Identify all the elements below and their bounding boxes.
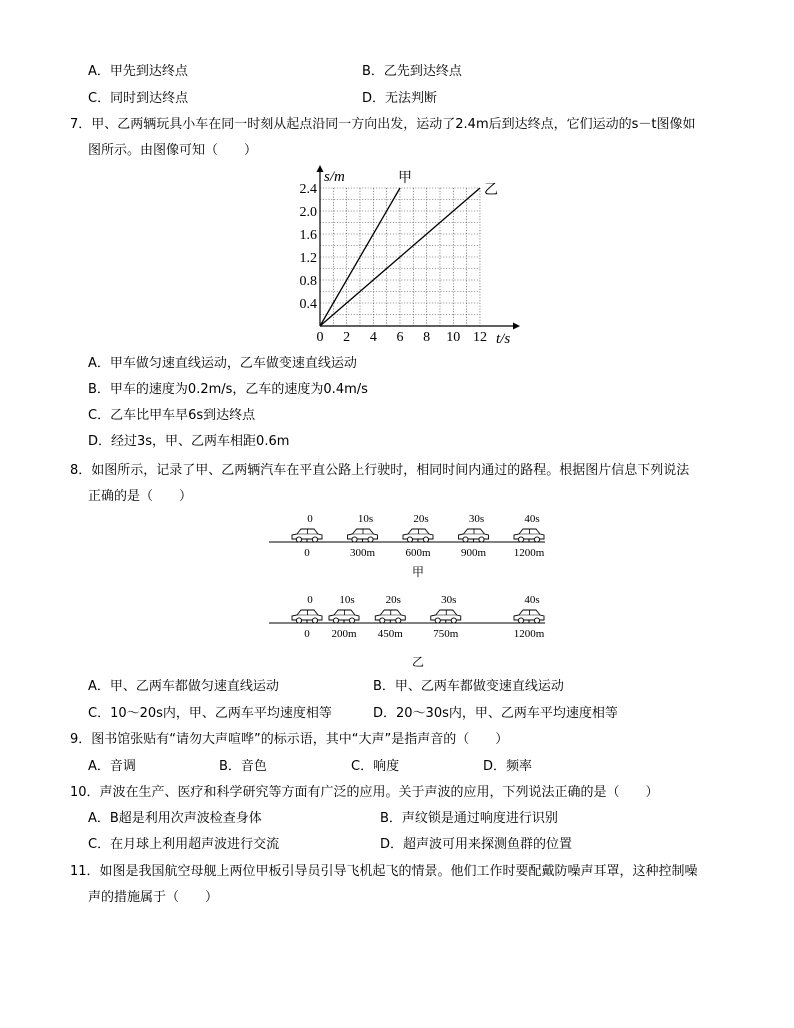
q8-option-c: C．10～20s内，甲、乙两车平均速度相等	[88, 706, 332, 721]
series-label-2: 乙	[483, 183, 498, 198]
q9-stem: 9．图书馆张贴有“请勿大声喧哗”的标示语，其中“大声”是指声音的（ ）	[70, 732, 509, 747]
q7-option-a: A．甲车做匀速直线运动，乙车做变速直线运动	[88, 356, 357, 371]
q6-option-c: C．同时到达终点	[88, 91, 189, 106]
q7-stem-line1: 7．甲、乙两辆玩具小车在同一时刻从起点沿同一方向出发，运动了2.4m后到达终点，它们运动的s－t图像如	[70, 117, 696, 132]
y-axis-arrow	[317, 165, 324, 172]
x-axis-label: t/s	[496, 331, 511, 347]
car1-distance-label: 900m	[460, 547, 487, 559]
q7-stem-line2: 图所示。由图像可知（ ）	[88, 143, 258, 158]
q8-stem-line1: 8．如图所示，记录了甲、乙两辆汽车在平直公路上行驶时，相同时间内通过的路程。根据图片信息下列说法	[70, 463, 690, 478]
y-axis-label: s/m	[324, 169, 345, 185]
car2-label: 乙	[411, 655, 425, 669]
q10-option-a: A．B超是利用次声波检查身体	[88, 811, 262, 826]
car2-time-label: 0	[307, 594, 313, 606]
q7-st-chart	[280, 160, 530, 350]
x-axis-arrow	[513, 323, 520, 330]
x-tick-label: 12	[472, 330, 487, 345]
q8-option-d: D．20～30s内，甲、乙两车平均速度相等	[373, 706, 618, 721]
q11-stem-line2: 声的措施属于（ ）	[88, 890, 219, 905]
chart-labels	[300, 169, 511, 347]
q10-option-d: D．超声波可用来探测鱼群的位置	[380, 837, 573, 852]
x-tick-label: 8	[423, 330, 431, 345]
car2-distance-label: 0	[304, 628, 310, 640]
car2-distance-label: 450m	[377, 628, 403, 640]
q8-stem-line2: 正确的是（ ）	[88, 489, 193, 504]
q7-option-d: D．经过3s，甲、乙两车相距0.6m	[88, 434, 290, 449]
q9-option-a: A．音调	[88, 759, 136, 774]
x-tick-label: 0	[316, 330, 324, 345]
q8-option-a: A．甲、乙两车都做匀速直线运动	[88, 679, 279, 694]
y-tick-label: 0.8	[299, 274, 317, 289]
x-tick-label: 2	[343, 330, 351, 345]
q6-option-b: B．乙先到达终点	[362, 64, 462, 79]
q7-option-b: B．甲车的速度为0.2m/s，乙车的速度为0.4m/s	[88, 382, 368, 397]
car1-time-label: 10s	[357, 513, 374, 525]
car2-distance-label: 750m	[433, 628, 459, 640]
car1-distance-label: 0	[304, 547, 310, 559]
q6-option-d: D．无法判断	[362, 91, 438, 106]
car2-time-label: 40s	[524, 594, 540, 606]
car2-distance-label: 1200m	[513, 628, 545, 640]
q7-option-c: C．乙车比甲车早6s到达终点	[88, 408, 256, 423]
q10-option-c: C．在月球上利用超声波进行交流	[88, 837, 280, 852]
car2-distance-label: 200m	[331, 628, 357, 640]
car1-distance-label: 600m	[405, 547, 431, 559]
car2-time-label: 30s	[441, 594, 457, 606]
car2-time-label: 10s	[339, 594, 355, 606]
q10-option-b: B．声纹锁是通过响度进行识别	[380, 811, 558, 826]
car1-label: 甲	[411, 565, 425, 579]
car1-time-label: 40s	[524, 513, 540, 525]
car1-time-label: 0	[307, 513, 313, 525]
q9-option-b: B．音色	[219, 759, 267, 774]
car-figure	[269, 513, 545, 669]
y-tick-label: 2.4	[299, 182, 317, 197]
car1-time-label: 30s	[468, 513, 485, 525]
y-tick-label: 1.6	[299, 228, 317, 243]
series-label-1: 甲	[397, 171, 412, 186]
y-tick-label: 2.0	[299, 205, 317, 220]
q11-stem-line1: 11．如图是我国航空母舰上两位甲板引导员引导飞机起飞的情景。他们工作时要配戴防噪声耳罩，这种控制噪	[70, 864, 698, 879]
x-tick-label: 6	[396, 330, 404, 345]
q6-option-a: A．甲先到达终点	[88, 64, 188, 79]
x-tick-label: 4	[369, 330, 377, 345]
y-tick-label: 1.2	[299, 251, 317, 266]
q9-option-d: D．频率	[483, 759, 533, 774]
car2-time-label: 20s	[385, 594, 401, 606]
car1-distance-label: 300m	[349, 547, 376, 559]
y-tick-label: 0.4	[299, 297, 317, 312]
car1-distance-label: 1200m	[513, 547, 545, 559]
q10-stem: 10．声波在生产、医疗和科学研究等方面有广泛的应用。关于声波的应用，下列说法正确的是（ ）	[70, 785, 659, 800]
q8-car-diagram	[265, 508, 555, 673]
q9-option-c: C．响度	[351, 759, 400, 774]
x-tick-label: 10	[446, 330, 461, 345]
q8-option-b: B．甲、乙两车都做变速直线运动	[373, 679, 564, 694]
car1-time-label: 20s	[413, 513, 429, 525]
